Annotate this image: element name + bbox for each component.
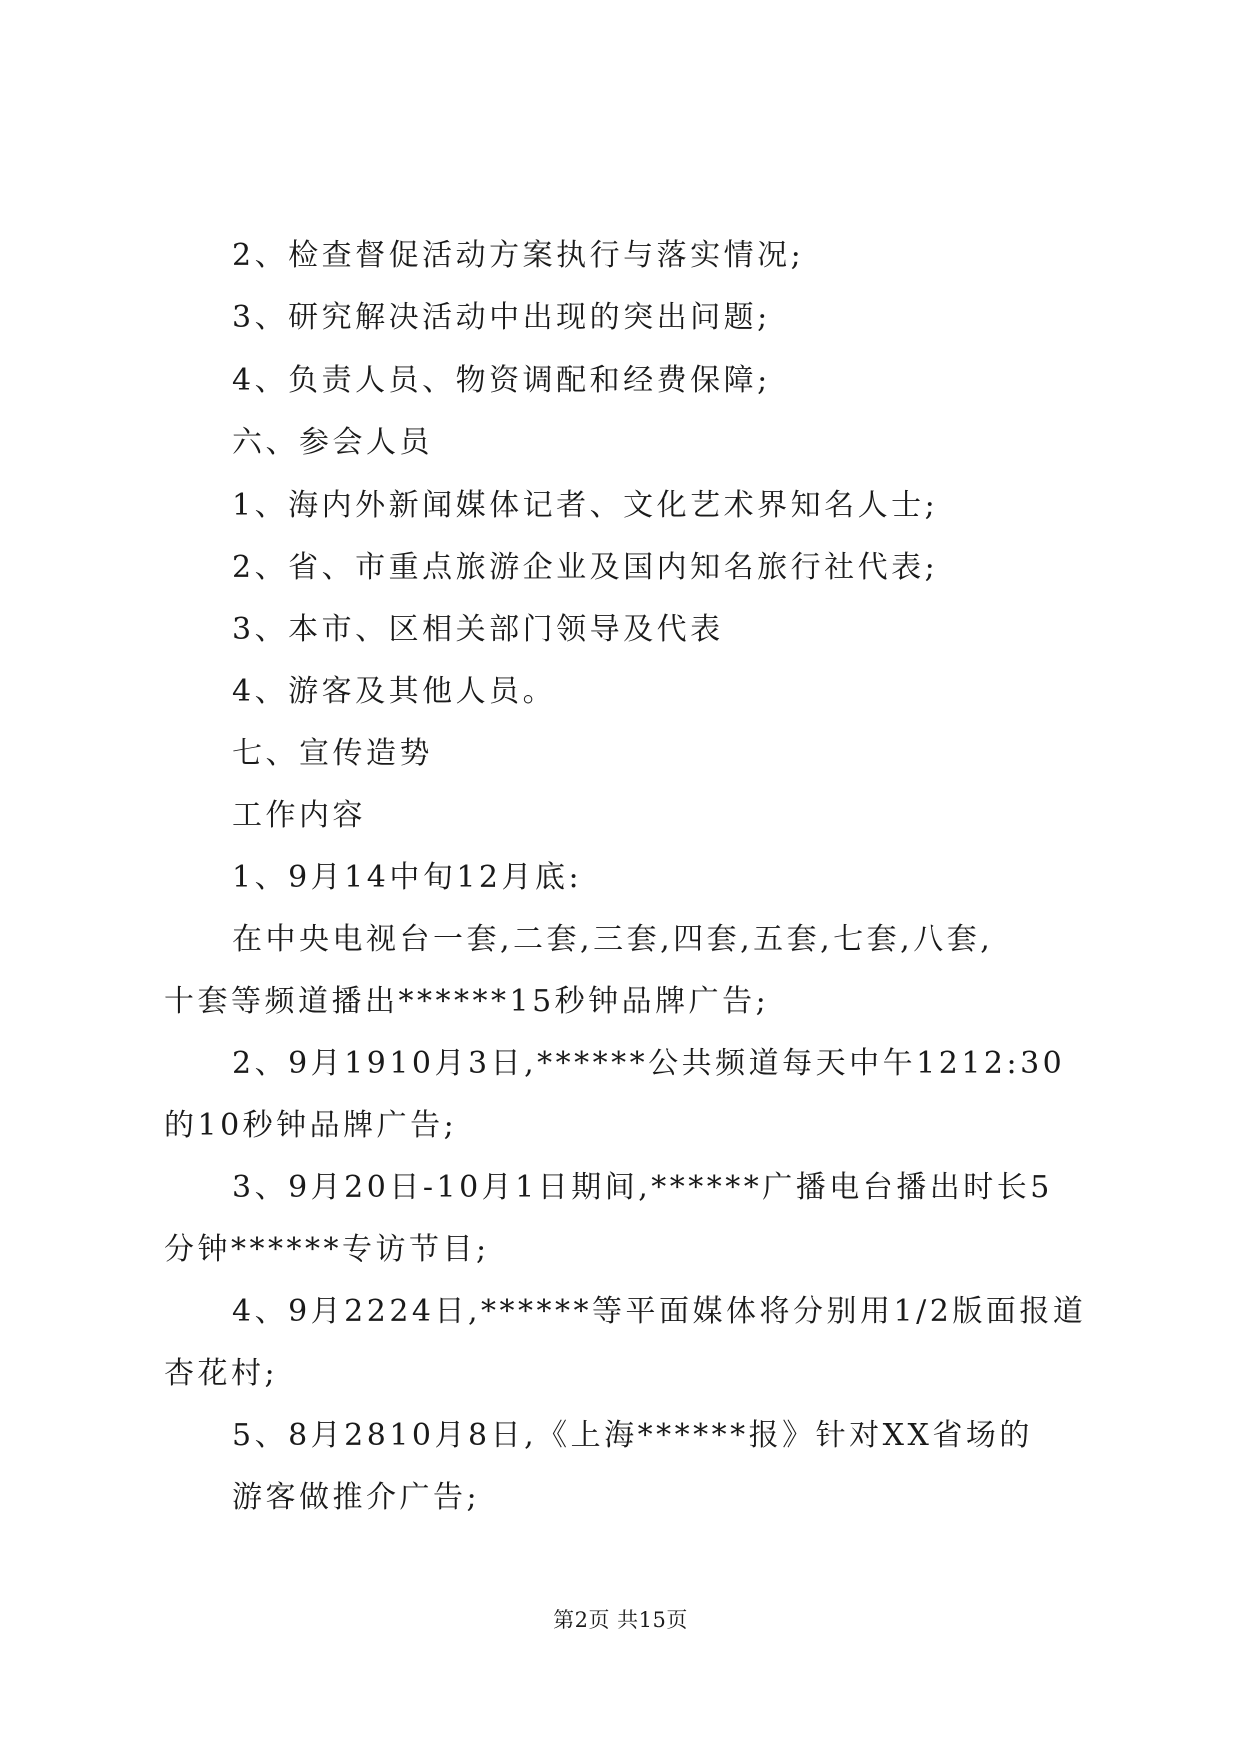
section-heading: 六、参会人员 [232,425,433,460]
text-line: 4、9月2224日,******等平面媒体将分别用1/2版面报道 [232,1294,1087,1329]
text-line: 分钟******专访节目; [164,1232,490,1267]
text-line: 2、检查督促活动方案执行与落实情况; [232,238,805,273]
text-line: 5、8月2810月8日,《上海******报》针对XX省场的 [232,1418,1033,1453]
text-line: 1、海内外新闻媒体记者、文化艺术界知名人士; [232,488,939,523]
text-line: 2、省、市重点旅游企业及国内知名旅行社代表; [232,550,939,585]
section-heading: 七、宣传造势 [232,736,433,771]
text-line: 1、9月14中旬12月底: [232,860,583,895]
text-line: 3、研究解决活动中出现的突出问题; [232,300,771,335]
text-line: 3、9月20日-10月1日期间,******广播电台播出时长5 [232,1170,1053,1205]
text-line: 杏花村; [164,1356,279,1391]
text-line: 十套等频道播出******15秒钟品牌广告; [164,984,770,1019]
text-line: 4、游客及其他人员。 [232,674,557,709]
text-line: 3、本市、区相关部门领导及代表 [232,612,724,647]
text-line: 游客做推介广告; [232,1480,481,1515]
text-line: 4、负责人员、物资调配和经费保障; [232,363,771,398]
text-line: 在中央电视台一套,二套,三套,四套,五套,七套,八套, [232,922,994,957]
page-footer: 第2页 共15页 [553,1608,688,1632]
subheading: 工作内容 [232,798,366,833]
text-line: 的10秒钟品牌广告; [164,1108,458,1143]
text-line: 2、9月1910月3日,******公共频道每天中午1212:30 [232,1046,1066,1081]
